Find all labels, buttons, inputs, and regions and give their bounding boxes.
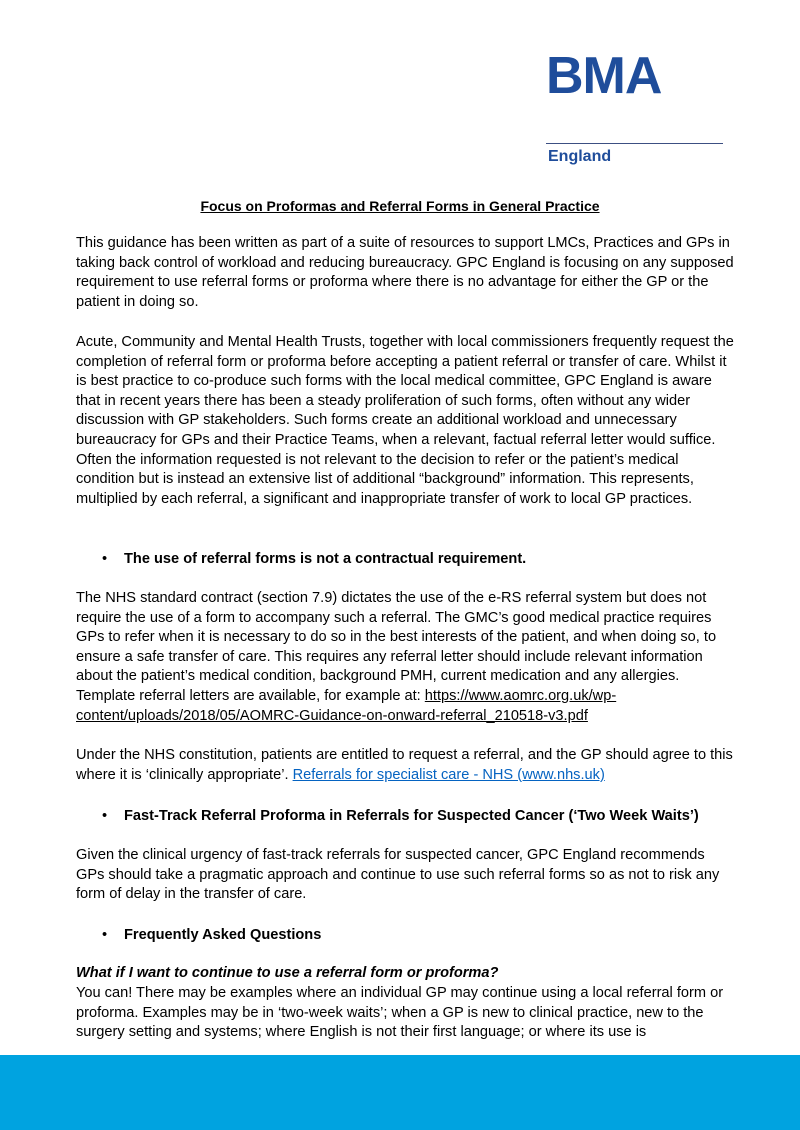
bullet-dot: • xyxy=(102,551,108,567)
contract-paragraph xyxy=(76,589,736,726)
bullet-dot: • xyxy=(102,927,108,943)
footer-band xyxy=(0,1055,800,1130)
bullet-label: Frequently Asked Questions xyxy=(124,927,322,943)
faq-answer: You can! There may be examples where an individual GP may continue using a local referral form or proforma. Examples may be in ‘two-week waits’; when a GP is new to clinical practice, new to the surgery setting and systems; where English is not their first language; or where its use is xyxy=(76,985,724,1041)
bma-logo: BMA xyxy=(546,47,662,105)
document-title: Focus on Proformas and Referral Forms in General Practice xyxy=(200,198,600,214)
bullet-label: The use of referral forms is not a contractual requirement. xyxy=(124,551,527,567)
nhs-referrals-link[interactable]: Referrals for specialist care - NHS (www.nhs.uk) xyxy=(292,766,605,783)
fast-track-paragraph: Given the clinical urgency of fast-track referrals for suspected cancer, GPC England recommends GPs should take a pragmatic approach and continue to use such referral forms so as not to risk any form of delay in the transfer of care. xyxy=(76,847,720,903)
contract-text: The NHS standard contract (section 7.9) dictates the use of the e-RS referral system but does not require the use of a form to accompany such a referral. The GMC’s good medical practice requires GPs to refer when it is necessary to do so in the best interests of the patient, and when doing so, to ensure a safe transfer of care. This requires any referral letter should include relevant information about the patient’s medical condition, background PMH, current medication and any allergies. Template referral letters are available, for example at: xyxy=(76,590,717,704)
logo-subtitle: England xyxy=(548,148,612,165)
bullet-label: Fast-Track Referral Proforma in Referrals for Suspected Cancer (‘Two Week Waits’) xyxy=(124,808,699,824)
aomrc-url[interactable]: https://www.aomrc.org.uk/wp-content/uploads/2018/05/AOMRC-Guidance-on-onward-referral_210518-v3.pdf xyxy=(76,687,617,724)
faq-question: What if I want to continue to use a referral form or proforma? xyxy=(76,965,499,981)
bullet-dot: • xyxy=(102,808,108,824)
constitution-text: Under the NHS constitution, patients are entitled to request a referral, and the GP should agree to this where it is ‘clinically appropriate’. xyxy=(76,747,733,783)
intro-paragraph: This guidance has been written as part of a suite of resources to support LMCs, Practices and GPs in taking back control of workload and reducing bureaucracy. GPC England is focusing on any supposed requirement to use referral forms or proforma where there is no advantage for either the GP or the patient in doing so. xyxy=(76,235,734,310)
logo-divider xyxy=(546,143,723,144)
constitution-paragraph xyxy=(76,746,736,785)
trusts-paragraph: Acute, Community and Mental Health Trusts, together with local commissioners frequently request the completion of referral form or proforma before accepting a patient referral or transfer of care. Whilst it is best practice to co-produce such forms with the local medical committee, GPC England is aware that in recent years there has been a steady proliferation of such forms, often without any wider discussion with GP stakeholders. Such forms create an additional workload and unnecessary bureaucracy for GPs and their Practice Teams, when a relevant, factual referral letter would suffice. Often the information requested is not relevant to the decision to refer or the patient’s medical condition but is instead an extensive list of additional “background” information. This represents, multiplied by each referral, a significant and inappropriate transfer of work to local GP practices. xyxy=(76,334,734,507)
